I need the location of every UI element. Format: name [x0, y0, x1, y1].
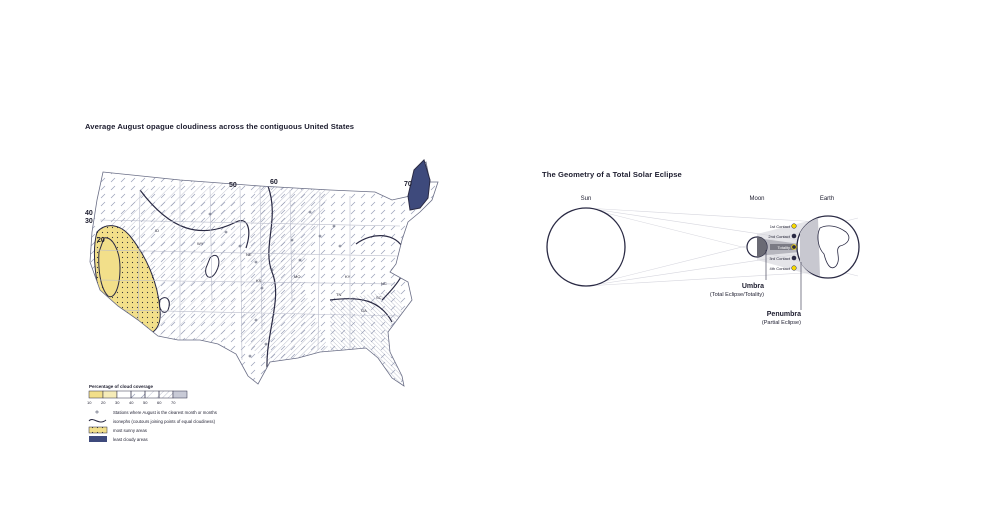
- legend-item-isonephs: isonephs (coutours joining points of equal cloudiness): [113, 419, 215, 424]
- state-label-sc: SC: [376, 295, 382, 300]
- scale-label: 50: [143, 400, 148, 405]
- legend-sunny-symbol: [89, 427, 107, 433]
- contact-label-4: 4th Contact: [769, 266, 790, 271]
- state-label-ky: KY: [345, 274, 351, 279]
- zone-southeast: [330, 290, 410, 390]
- legend-cloudy-symbol: [89, 436, 107, 442]
- legend-isoneph-symbol: [89, 420, 106, 422]
- penumbra-sublabel: (Partial Eclipse): [761, 320, 801, 326]
- legend-item-cloudy: least cloudy areas: [113, 437, 148, 442]
- state-label-wy: WY: [197, 241, 204, 246]
- state-label-ga: GA: [361, 308, 367, 313]
- map-title: Average August opague cloudiness across the contiguous United States: [85, 122, 355, 131]
- contact-marker-2: [792, 234, 797, 239]
- contour-label-40: 40: [85, 210, 93, 217]
- contact-label-2: 2nd Contact: [768, 234, 790, 239]
- contact-label-3: 3rd Contact: [769, 256, 790, 261]
- legend-scale-labels: [87, 400, 176, 405]
- legend-station-symbol: [96, 411, 98, 413]
- state-label-mo: MO: [294, 274, 301, 279]
- legend-item-stations: Stations where August is the clearest month or months: [113, 410, 217, 415]
- state-label-id: ID: [155, 228, 159, 233]
- contour-label-60: 60: [270, 179, 278, 186]
- umbra-sublabel: (Total Eclipse/Totality): [709, 292, 764, 298]
- contact-marker-1: [792, 224, 797, 229]
- legend-item-sunny: most sunny areas: [113, 428, 147, 433]
- map-legend: [87, 384, 217, 442]
- scale-label: 10: [87, 400, 92, 405]
- contact-label-1: 1st Contact: [769, 224, 790, 229]
- contour-label-20: 20: [97, 237, 105, 244]
- scale-label: 70: [171, 400, 176, 405]
- scale-label: 60: [157, 400, 162, 405]
- sun-label: Sun: [580, 196, 592, 202]
- legend-scale-bar: [89, 391, 187, 398]
- contour-label-70: 70: [404, 181, 412, 188]
- state-label-nc: NC: [381, 281, 387, 286]
- contact-marker-totality: [792, 245, 797, 250]
- umbra-label: Umbra: [741, 283, 764, 290]
- us-cloudiness-map: [85, 160, 445, 390]
- state-label-ne: NE: [246, 252, 252, 257]
- contact-marker-4: [792, 266, 797, 271]
- scale-label: 30: [115, 400, 120, 405]
- penumbra-label: Penumbra: [766, 311, 801, 318]
- contour-label-50: 50: [229, 182, 237, 189]
- earth-label: Earth: [819, 196, 835, 202]
- state-label-ks: KS: [256, 278, 262, 283]
- scale-label: 20: [101, 400, 106, 405]
- contact-marker-3: [792, 256, 797, 261]
- contour-label-30: 30: [85, 218, 93, 225]
- isoneph-island-small: [160, 298, 170, 313]
- moon-label: Moon: [749, 196, 765, 202]
- scale-label: 40: [129, 400, 134, 405]
- contact-label-totality: Totality: [777, 245, 790, 250]
- legend-title: Percentage of cloud coverage: [89, 384, 154, 389]
- state-label-tn: TN: [336, 292, 342, 297]
- eclipse-title: The Geometry of a Total Solar Eclipse: [542, 170, 682, 179]
- eclipse-diagram: [547, 196, 859, 326]
- sun-body: [547, 208, 625, 286]
